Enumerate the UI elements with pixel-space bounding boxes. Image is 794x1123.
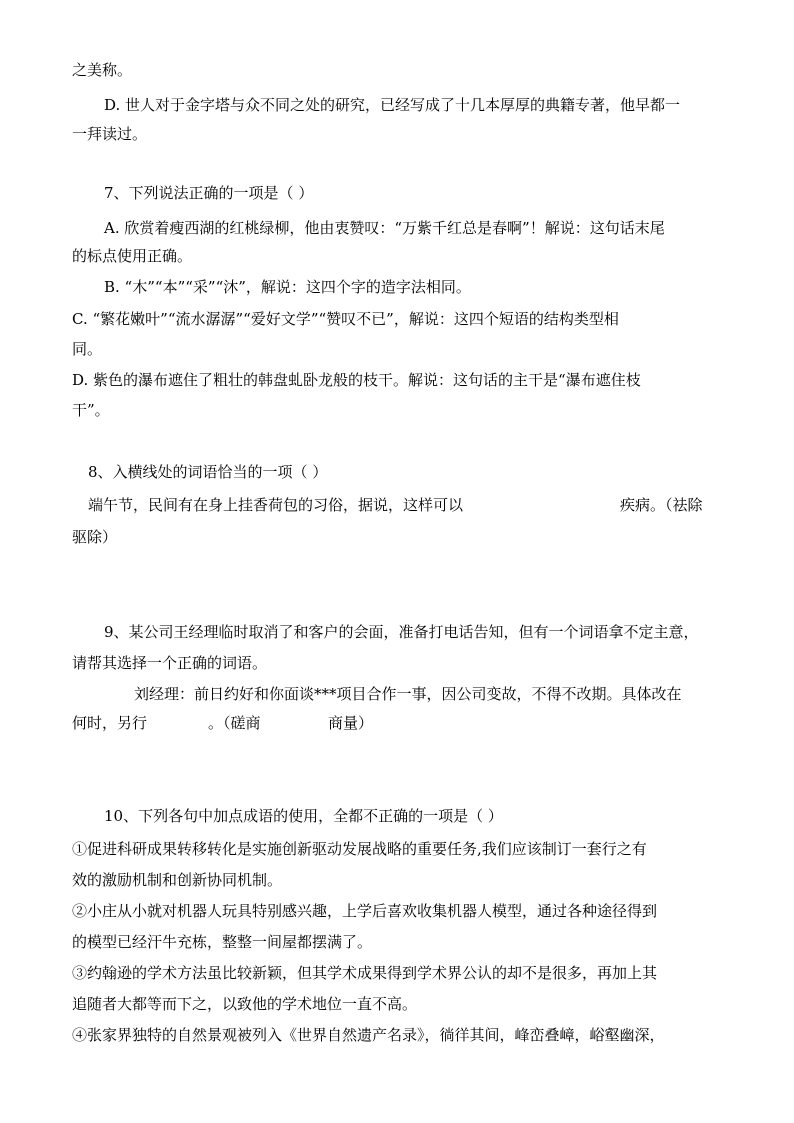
q8-body-line2: 驱除） xyxy=(72,528,118,546)
q8-stem: 8、入横线处的词语恰当的一项（ ） xyxy=(88,463,328,481)
q7-option-b: B. “木”“本”“采”“沐”，解说：这四个字的造字法相同。 xyxy=(104,278,471,296)
q8-body-line1-b: 疾病。（祛除 xyxy=(620,496,703,514)
q10-sentence1-line2: 效的激励机制和创新协同机制。 xyxy=(72,871,283,889)
q6-option-d-line1: D. 世人对于金字塔与众不同之处的研究，已经写成了十几本厚厚的典籍专著，他早都一 xyxy=(104,96,681,114)
q9-stem-line1: 9、某公司王经理临时取消了和客户的会面，准备打电话告知，但有一个词语拿不定主意， xyxy=(104,623,699,641)
q7-option-c-line2: 同。 xyxy=(72,340,103,358)
q9-stem-line2: 请帮其选择一个正确的词语。 xyxy=(72,654,268,672)
q10-sentence3-line2: 追随者大都等而下之，以致他的学术地位一直不高。 xyxy=(72,995,418,1013)
q10-sentence2-line1: ②小庄从小就对机器人玩具特别感兴趣，上学后喜欢收集机器人模型，通过各种途径得到 xyxy=(72,902,658,920)
q7-option-c-line1: C. “繁花嫩叶”“流水潺潺”“爱好文学”“赞叹不已”，解说：这四个短语的结构类型相 xyxy=(72,310,619,328)
q7-option-a-line2: 的标点使用正确。 xyxy=(72,247,193,265)
q9-body-line2-b: 。（磋商 xyxy=(208,714,261,732)
q6-option-c-tail: 之美称。 xyxy=(72,61,133,79)
q9-body-line2-a: 何时，另行 xyxy=(72,714,148,732)
q10-sentence4-line1: ④张家界独特的自然景观被列入《世界自然遗产名录》，徜徉其间，峰峦叠嶂，峪壑幽深， xyxy=(72,1026,665,1044)
q7-option-d-line1: D. 紫色的瀑布遮住了粗壮的韩盘虬卧龙般的枝干。解说：这句话的主干是“瀑布遮住枝 xyxy=(72,371,641,389)
q8-body-line1-a: 端午节，民间有在身上挂香荷包的习俗，据说，这样可以 xyxy=(88,496,464,514)
q7-option-d-line2: 干”。 xyxy=(72,401,110,419)
q9-body-line1: 刘经理：前日约好和你面谈***项目合作一事，因公司变故，不得不改期。具体改在 xyxy=(134,685,682,703)
q10-stem: 10、下列各句中加点成语的使用，全都不正确的一项是（ ） xyxy=(104,807,503,825)
q7-stem: 7、下列说法正确的一项是（ ） xyxy=(104,184,314,202)
q10-sentence2-line2: 的模型已经汗牛充栋，整整一间屋都摆满了。 xyxy=(72,933,373,951)
q10-sentence1-line1: ①促进科研成果转移转化是实施创新驱动发展战略的重要任务,我们应该制订一套行之有 xyxy=(72,840,647,858)
q7-option-a-line1: A. 欣赏着瘦西湖的红桃绿柳，他由衷赞叹：“万紫千红总是春啊”！解说：这句话末尾 xyxy=(104,219,665,237)
q9-body-line2-c: 商量） xyxy=(328,714,374,732)
q10-sentence3-line1: ③约翰逊的学术方法虽比较新颖，但其学术成果得到学术界公认的却不是很多，再加上其 xyxy=(72,964,658,982)
q6-option-d-line2: 一拜读过。 xyxy=(72,125,148,143)
